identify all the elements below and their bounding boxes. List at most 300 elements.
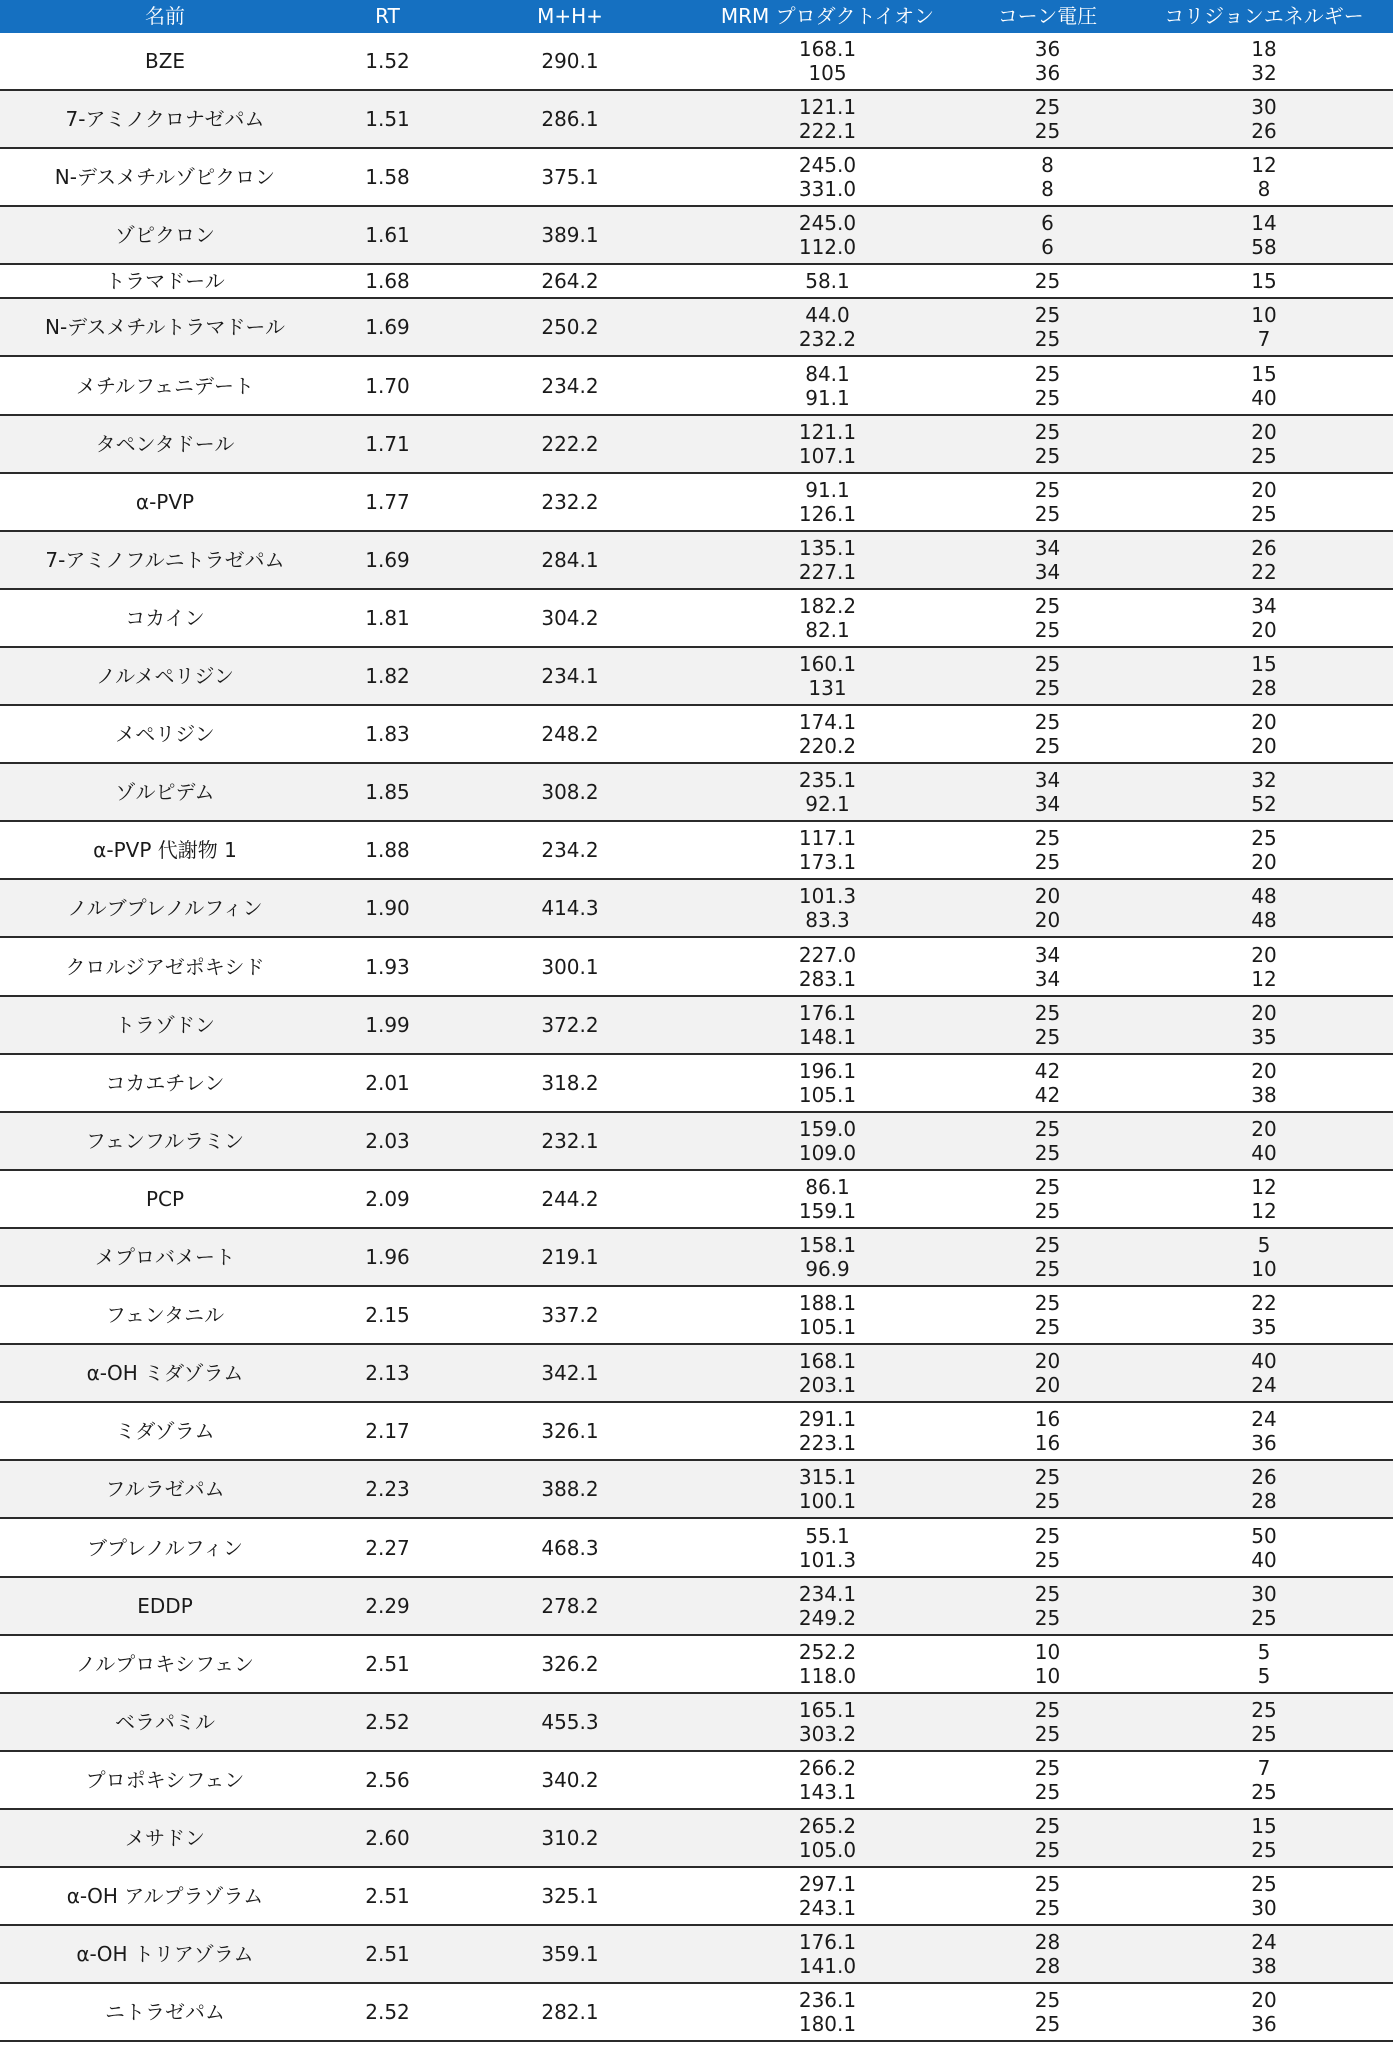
table-row xyxy=(0,1345,1393,1403)
cell-collision-energy-value: 20 xyxy=(1251,477,1277,502)
cell-cone-voltage-value: 25 xyxy=(1034,1988,1061,2013)
cell-mrm-ions xyxy=(695,594,960,642)
cell-name: 7-アミノフルニトラゼパム xyxy=(45,547,285,572)
cell-cone-voltage xyxy=(960,362,1135,410)
cell-mrm-ions xyxy=(695,37,960,85)
cell-name: BZE xyxy=(144,49,186,74)
cell-cone-voltage xyxy=(960,1233,1135,1281)
cell-cone-voltage-value: 25 xyxy=(1034,1581,1061,1606)
cell-cone-voltage-value: 25 xyxy=(1034,1257,1061,1282)
cell-mrm-ions-value: 220.2 xyxy=(798,734,857,759)
cell-cone-voltage xyxy=(960,303,1135,351)
cell-mrm-ions-value: 243.1 xyxy=(798,1896,857,1921)
cell-mrm-ions-value: 203.1 xyxy=(798,1373,857,1398)
cell-mrm-ions-value: 148.1 xyxy=(798,1024,857,1049)
cell-mh: 244.2 xyxy=(541,1186,599,1211)
cell-mrm-ions-value: 168.1 xyxy=(798,1349,857,1374)
cell-cone-voltage-value: 25 xyxy=(1034,1697,1061,1722)
cell-collision-energy xyxy=(1135,594,1393,642)
cell-cone-voltage xyxy=(960,1291,1135,1339)
cell-mrm-ions-value: 107.1 xyxy=(798,443,857,468)
cell-mh: 468.3 xyxy=(541,1535,599,1560)
cell-collision-energy xyxy=(1135,1059,1393,1107)
cell-collision-energy-value: 40 xyxy=(1251,1547,1277,1572)
cell-collision-energy-value: 12 xyxy=(1251,966,1277,991)
header-mh: M+H+ xyxy=(537,4,603,28)
cell-mrm-ions-value: 121.1 xyxy=(798,419,857,444)
cell-mrm-ions-value: 121.1 xyxy=(798,95,857,120)
cell-collision-energy-value: 48 xyxy=(1251,884,1277,909)
cell-collision-energy-value: 34 xyxy=(1251,593,1277,618)
header-name: 名前 xyxy=(145,4,185,28)
cell-collision-energy xyxy=(1135,95,1393,143)
cell-rt: 1.90 xyxy=(365,896,410,921)
cell-name: PCP xyxy=(145,1186,185,1211)
cell-mrm-ions xyxy=(695,1698,960,1746)
cell-name: α-PVP 代謝物 1 xyxy=(93,838,237,863)
cell-rt: 2.23 xyxy=(365,1477,410,1502)
cell-mrm-ions-value: 86.1 xyxy=(805,1174,850,1199)
cell-rt: 1.70 xyxy=(365,373,410,398)
cell-cone-voltage-value: 16 xyxy=(1034,1431,1061,1456)
cell-mrm-ions xyxy=(695,536,960,584)
cell-collision-energy xyxy=(1135,37,1393,85)
cell-collision-energy xyxy=(1135,1930,1393,1978)
cell-rt: 2.27 xyxy=(365,1535,410,1560)
cell-cone-voltage xyxy=(960,269,1135,293)
cell-cone-voltage-value: 25 xyxy=(1034,1814,1061,1839)
cell-collision-energy-value: 25 xyxy=(1251,501,1277,526)
cell-mrm-ions-value: 222.1 xyxy=(798,119,857,144)
cell-cone-voltage-value: 25 xyxy=(1034,1547,1061,1572)
cell-mrm-ions xyxy=(695,1407,960,1455)
cell-collision-energy xyxy=(1135,1582,1393,1630)
cell-mrm-ions-value: 118.0 xyxy=(798,1663,857,1688)
table-row xyxy=(0,590,1393,648)
cell-mrm-ions xyxy=(695,362,960,410)
table-row xyxy=(0,1403,1393,1461)
table-row xyxy=(0,358,1393,416)
cell-mrm-ions-value: 303.2 xyxy=(798,1721,857,1746)
cell-mrm-ions xyxy=(695,1930,960,1978)
cell-mrm-ions-value: 168.1 xyxy=(798,37,857,62)
cell-mrm-ions-value: 100.1 xyxy=(798,1489,857,1514)
cell-cone-voltage xyxy=(960,536,1135,584)
cell-mrm-ions-value: 105 xyxy=(808,61,847,86)
table-row xyxy=(0,207,1393,265)
cell-collision-energy-value: 38 xyxy=(1251,1954,1277,1979)
table-row xyxy=(0,1287,1393,1345)
cell-mh: 337.2 xyxy=(541,1303,599,1328)
cell-name: ノルプロキシフェン xyxy=(76,1651,254,1676)
cell-cone-voltage-value: 25 xyxy=(1034,1315,1061,1340)
cell-mrm-ions-value: 158.1 xyxy=(798,1233,857,1258)
cell-rt: 1.58 xyxy=(365,165,410,190)
cell-cone-voltage xyxy=(960,1465,1135,1513)
cell-collision-energy xyxy=(1135,768,1393,816)
cell-cone-voltage-value: 42 xyxy=(1034,1082,1061,1107)
cell-cone-voltage-value: 6 xyxy=(1041,235,1054,260)
cell-rt: 2.56 xyxy=(365,1767,410,1792)
cell-rt: 2.15 xyxy=(365,1303,410,1328)
cell-mh: 304.2 xyxy=(541,605,599,630)
cell-mh: 310.2 xyxy=(541,1826,599,1851)
cell-collision-energy-value: 36 xyxy=(1251,2012,1277,2037)
cell-rt: 1.61 xyxy=(365,223,410,248)
cell-mrm-ions xyxy=(695,1233,960,1281)
cell-rt: 1.77 xyxy=(365,489,410,514)
cell-cone-voltage xyxy=(960,211,1135,259)
cell-mrm-ions-value: 196.1 xyxy=(798,1058,857,1083)
cell-cone-voltage-value: 28 xyxy=(1034,1930,1061,1955)
cell-mrm-ions xyxy=(695,1349,960,1397)
cell-cone-voltage-value: 25 xyxy=(1034,1605,1061,1630)
cell-mrm-ions-value: 235.1 xyxy=(798,768,857,793)
cell-name: N-デスメチルゾピクロン xyxy=(54,165,276,190)
cell-cone-voltage xyxy=(960,1872,1135,1920)
cell-collision-energy-value: 22 xyxy=(1251,1291,1277,1316)
cell-collision-energy-value: 20 xyxy=(1251,1000,1277,1025)
cell-mh: 284.1 xyxy=(541,547,599,572)
cell-collision-energy-value: 40 xyxy=(1251,385,1277,410)
cell-name: N-デスメチルトラマドール xyxy=(45,315,285,340)
cell-cone-voltage-value: 20 xyxy=(1034,908,1061,933)
cell-name: ノルブプレノルフィン xyxy=(67,896,263,921)
cell-cone-voltage xyxy=(960,1349,1135,1397)
cell-cone-voltage-value: 25 xyxy=(1034,710,1061,735)
cell-collision-energy-value: 25 xyxy=(1251,1697,1277,1722)
cell-collision-energy xyxy=(1135,303,1393,351)
cell-name: ニトラゼパム xyxy=(105,2000,225,2025)
cell-cone-voltage xyxy=(960,478,1135,526)
cell-cone-voltage-value: 25 xyxy=(1034,327,1061,352)
table-row xyxy=(0,1055,1393,1113)
table-row xyxy=(0,648,1393,706)
cell-mrm-ions-value: 96.9 xyxy=(805,1257,850,1282)
cell-name: トラマドール xyxy=(105,269,225,294)
table-header xyxy=(0,0,1393,33)
cell-mrm-ions-value: 283.1 xyxy=(798,966,857,991)
table-row xyxy=(0,1113,1393,1171)
cell-collision-energy-value: 24 xyxy=(1251,1930,1277,1955)
cell-mh: 232.1 xyxy=(541,1128,599,1153)
cell-cone-voltage xyxy=(960,943,1135,991)
cell-cone-voltage-value: 25 xyxy=(1034,850,1061,875)
cell-collision-energy-value: 30 xyxy=(1251,1896,1277,1921)
cell-mrm-ions xyxy=(695,1640,960,1688)
cell-mrm-ions-value: 245.0 xyxy=(798,153,857,178)
cell-mrm-ions xyxy=(695,710,960,758)
cell-cone-voltage xyxy=(960,710,1135,758)
cell-rt: 2.51 xyxy=(365,1942,410,1967)
cell-collision-energy-value: 36 xyxy=(1251,1431,1277,1456)
table-row xyxy=(0,33,1393,91)
table-row xyxy=(0,474,1393,532)
cell-mrm-ions xyxy=(695,211,960,259)
cell-collision-energy-value: 20 xyxy=(1251,710,1277,735)
table-row xyxy=(0,1171,1393,1229)
table-row xyxy=(0,764,1393,822)
cell-cone-voltage-value: 16 xyxy=(1034,1407,1061,1432)
cell-rt: 2.51 xyxy=(365,1884,410,1909)
cell-cone-voltage-value: 34 xyxy=(1034,966,1061,991)
cell-cone-voltage-value: 36 xyxy=(1034,61,1061,86)
cell-collision-energy xyxy=(1135,269,1393,293)
cell-mrm-ions xyxy=(695,1175,960,1223)
cell-rt: 2.17 xyxy=(365,1419,410,1444)
cell-cone-voltage-value: 10 xyxy=(1034,1639,1061,1664)
cell-mh: 326.2 xyxy=(541,1651,599,1676)
cell-collision-energy-value: 26 xyxy=(1251,1465,1277,1490)
cell-collision-energy xyxy=(1135,1814,1393,1862)
cell-cone-voltage-value: 25 xyxy=(1034,617,1061,642)
cell-cone-voltage xyxy=(960,652,1135,700)
cell-mrm-ions xyxy=(695,1117,960,1165)
cell-rt: 2.13 xyxy=(365,1361,410,1386)
cell-mrm-ions-value: 236.1 xyxy=(798,1988,857,2013)
cell-collision-energy-value: 12 xyxy=(1251,1198,1277,1223)
cell-collision-energy-value: 5 xyxy=(1257,1233,1271,1258)
cell-collision-energy xyxy=(1135,1233,1393,1281)
cell-mh: 300.1 xyxy=(541,954,599,979)
cell-mrm-ions xyxy=(695,768,960,816)
cell-cone-voltage xyxy=(960,1640,1135,1688)
cell-cone-voltage-value: 25 xyxy=(1034,1779,1061,1804)
cell-collision-energy xyxy=(1135,478,1393,526)
cell-cone-voltage-value: 34 xyxy=(1034,559,1061,584)
cell-name: メプロバメート xyxy=(95,1245,235,1270)
cell-rt: 1.81 xyxy=(365,605,410,630)
cell-mrm-ions-value: 331.0 xyxy=(798,177,857,202)
cell-collision-energy xyxy=(1135,943,1393,991)
cell-collision-energy xyxy=(1135,153,1393,201)
cell-mrm-ions-value: 176.1 xyxy=(798,1000,857,1025)
cell-collision-energy-value: 15 xyxy=(1251,361,1277,386)
cell-cone-voltage xyxy=(960,153,1135,201)
cell-cone-voltage-value: 25 xyxy=(1034,826,1061,851)
cell-collision-energy-value: 20 xyxy=(1251,1116,1277,1141)
cell-mrm-ions-value: 297.1 xyxy=(798,1872,857,1897)
cell-collision-energy-value: 25 xyxy=(1251,1721,1277,1746)
cell-collision-energy-value: 5 xyxy=(1257,1663,1271,1688)
cell-cone-voltage-value: 25 xyxy=(1034,1291,1061,1316)
table-row xyxy=(0,416,1393,474)
cell-collision-energy-value: 25 xyxy=(1251,1779,1277,1804)
cell-name: トラゾドン xyxy=(115,1012,215,1037)
cell-mrm-ions xyxy=(695,420,960,468)
cell-collision-energy-value: 20 xyxy=(1251,942,1277,967)
cell-cone-voltage-value: 25 xyxy=(1034,443,1061,468)
cell-name: フェンフルラミン xyxy=(85,1128,245,1153)
cell-name: コカイン xyxy=(125,605,205,630)
cell-cone-voltage xyxy=(960,420,1135,468)
cell-name: コカエチレン xyxy=(105,1070,225,1095)
cell-collision-energy xyxy=(1135,826,1393,874)
cell-cone-voltage-value: 10 xyxy=(1034,1663,1061,1688)
cell-mrm-ions-value: 91.1 xyxy=(805,477,850,502)
cell-mrm-ions xyxy=(695,1814,960,1862)
cell-name: α-OH ミダゾラム xyxy=(86,1361,244,1386)
cell-cone-voltage-value: 25 xyxy=(1034,676,1061,701)
cell-cone-voltage xyxy=(960,1175,1135,1223)
cell-collision-energy xyxy=(1135,652,1393,700)
cell-mrm-ions xyxy=(695,1059,960,1107)
cell-collision-energy-value: 52 xyxy=(1251,792,1277,817)
cell-cone-voltage-value: 25 xyxy=(1034,1755,1061,1780)
cell-name: クロルジアゼポキシド xyxy=(65,954,265,979)
cell-mrm-ions xyxy=(695,1988,960,2036)
cell-mrm-ions-value: 180.1 xyxy=(798,2012,857,2037)
cell-cone-voltage-value: 25 xyxy=(1034,1465,1061,1490)
cell-mrm-ions xyxy=(695,303,960,351)
table-row xyxy=(0,1578,1393,1636)
cell-collision-energy-value: 14 xyxy=(1251,211,1277,236)
cell-mrm-ions xyxy=(695,1001,960,1049)
cell-cone-voltage xyxy=(960,826,1135,874)
cell-mh: 248.2 xyxy=(541,722,599,747)
cell-cone-voltage-value: 25 xyxy=(1034,1838,1061,1863)
cell-mrm-ions xyxy=(695,478,960,526)
cell-mrm-ions-value: 173.1 xyxy=(798,850,857,875)
cell-name: メペリジン xyxy=(115,722,215,747)
cell-cone-voltage xyxy=(960,95,1135,143)
cell-collision-energy-value: 38 xyxy=(1251,1082,1277,1107)
cell-name: フルラゼパム xyxy=(105,1477,225,1502)
cell-mrm-ions-value: 315.1 xyxy=(798,1465,857,1490)
cell-cone-voltage-value: 25 xyxy=(1034,1896,1061,1921)
cell-rt: 1.93 xyxy=(365,954,410,979)
cell-collision-energy-value: 25 xyxy=(1251,1605,1277,1630)
cell-collision-energy xyxy=(1135,1001,1393,1049)
table-row xyxy=(0,939,1393,997)
cell-mrm-ions-value: 117.1 xyxy=(798,826,857,851)
cell-collision-energy-value: 40 xyxy=(1251,1349,1277,1374)
cell-mrm-ions xyxy=(695,1291,960,1339)
cell-cone-voltage-value: 20 xyxy=(1034,1349,1061,1374)
cell-collision-energy xyxy=(1135,1988,1393,2036)
cell-mrm-ions-value: 223.1 xyxy=(798,1431,857,1456)
cell-rt: 2.09 xyxy=(365,1186,410,1211)
cell-cone-voltage-value: 25 xyxy=(1034,1174,1061,1199)
cell-cone-voltage xyxy=(960,1117,1135,1165)
cell-mh: 340.2 xyxy=(541,1767,599,1792)
cell-mh: 234.2 xyxy=(541,373,599,398)
cell-mh: 234.1 xyxy=(541,664,599,689)
table-row xyxy=(0,265,1393,299)
cell-mrm-ions-value: 82.1 xyxy=(805,617,850,642)
cell-collision-energy xyxy=(1135,1407,1393,1455)
cell-collision-energy-value: 15 xyxy=(1251,652,1277,677)
cell-collision-energy xyxy=(1135,1349,1393,1397)
cell-rt: 1.85 xyxy=(365,780,410,805)
cell-rt: 2.01 xyxy=(365,1070,410,1095)
cell-rt: 1.71 xyxy=(365,431,410,456)
header-rt: RT xyxy=(375,4,400,28)
cell-mrm-ions-value: 227.0 xyxy=(798,942,857,967)
cell-rt: 1.88 xyxy=(365,838,410,863)
cell-mh: 282.1 xyxy=(541,2000,599,2025)
cell-cone-voltage-value: 25 xyxy=(1034,1000,1061,1025)
cell-rt: 1.99 xyxy=(365,1012,410,1037)
cell-mrm-ions-value: 143.1 xyxy=(798,1779,857,1804)
cell-mrm-ions-value: 188.1 xyxy=(798,1291,857,1316)
cell-mh: 278.2 xyxy=(541,1593,599,1618)
cell-mh: 234.2 xyxy=(541,838,599,863)
cell-collision-energy-value: 26 xyxy=(1251,535,1277,560)
cell-cone-voltage-value: 6 xyxy=(1041,211,1054,236)
cell-cone-voltage-value: 25 xyxy=(1034,1198,1061,1223)
header-mrm-ions: MRM プロダクトイオン xyxy=(720,4,935,28)
cell-mrm-ions-value: 176.1 xyxy=(798,1930,857,1955)
cell-collision-energy xyxy=(1135,1175,1393,1223)
cell-cone-voltage-value: 25 xyxy=(1034,1721,1061,1746)
cell-mh: 455.3 xyxy=(541,1709,599,1734)
cell-cone-voltage-value: 34 xyxy=(1034,768,1061,793)
cell-mrm-ions-value: 101.3 xyxy=(798,1547,857,1572)
cell-mrm-ions-value: 58.1 xyxy=(805,269,850,294)
cell-collision-energy-value: 25 xyxy=(1251,1838,1277,1863)
cell-collision-energy xyxy=(1135,1872,1393,1920)
cell-collision-energy-value: 20 xyxy=(1251,419,1277,444)
table-row xyxy=(0,1984,1393,2042)
cell-mh: 414.3 xyxy=(541,896,599,921)
cell-cone-voltage-value: 25 xyxy=(1034,1872,1061,1897)
table-row xyxy=(0,1810,1393,1868)
cell-mrm-ions xyxy=(695,95,960,143)
cell-collision-energy-value: 48 xyxy=(1251,908,1277,933)
cell-mrm-ions-value: 126.1 xyxy=(798,501,857,526)
cell-mrm-ions xyxy=(695,1524,960,1572)
cell-cone-voltage xyxy=(960,1524,1135,1572)
cell-cone-voltage-value: 25 xyxy=(1034,477,1061,502)
cell-mh: 342.1 xyxy=(541,1361,599,1386)
cell-mh: 222.2 xyxy=(541,431,599,456)
cell-mrm-ions-value: 174.1 xyxy=(798,710,857,735)
cell-name: ゾルピデム xyxy=(115,780,215,805)
cell-rt: 1.69 xyxy=(365,547,410,572)
cell-collision-energy xyxy=(1135,710,1393,758)
cell-cone-voltage-value: 25 xyxy=(1034,1116,1061,1141)
cell-cone-voltage xyxy=(960,37,1135,85)
cell-collision-energy-value: 26 xyxy=(1251,119,1277,144)
table-row xyxy=(0,822,1393,880)
cell-collision-energy xyxy=(1135,536,1393,584)
table-row xyxy=(0,1461,1393,1519)
cell-name: プロポキシフェン xyxy=(85,1767,245,1792)
cell-cone-voltage-value: 25 xyxy=(1034,2012,1061,2037)
cell-mrm-ions-value: 232.2 xyxy=(798,327,857,352)
cell-collision-energy-value: 20 xyxy=(1251,1058,1277,1083)
cell-collision-energy-value: 5 xyxy=(1257,1639,1271,1664)
cell-name: ブプレノルフィン xyxy=(87,1535,243,1560)
cell-name: ノルメペリジン xyxy=(95,664,235,689)
cell-cone-voltage-value: 28 xyxy=(1034,1954,1061,1979)
cell-name: ゾピクロン xyxy=(115,223,215,248)
table-row xyxy=(0,1636,1393,1694)
cell-mrm-ions xyxy=(695,943,960,991)
cell-rt: 1.82 xyxy=(365,664,410,689)
cell-mrm-ions-value: 234.1 xyxy=(798,1581,857,1606)
table-row xyxy=(0,299,1393,357)
cell-collision-energy-value: 15 xyxy=(1251,269,1277,294)
cell-mrm-ions-value: 112.0 xyxy=(798,235,857,260)
cell-mrm-ions xyxy=(695,269,960,293)
table-row xyxy=(0,532,1393,590)
cell-mh: 290.1 xyxy=(541,49,599,74)
cell-mrm-ions-value: 83.3 xyxy=(805,908,850,933)
cell-mrm-ions xyxy=(695,1872,960,1920)
cell-cone-voltage-value: 25 xyxy=(1034,269,1061,294)
